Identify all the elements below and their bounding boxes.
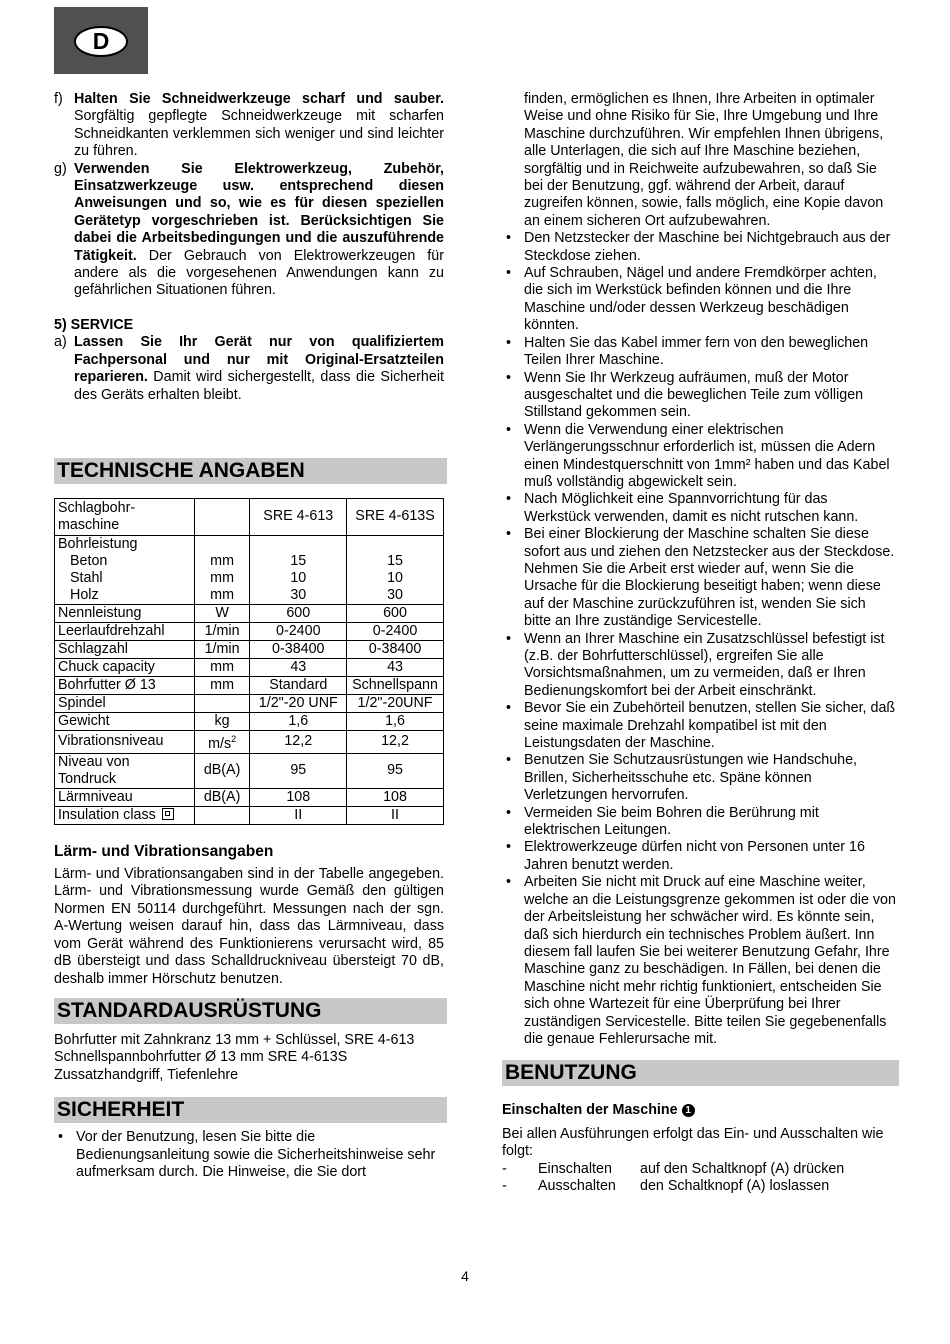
standard-line: Bohrfutter mit Zahnkranz 13 mm + Schlüssel, SRE 4-613 bbox=[54, 1031, 415, 1048]
row-sublabel: Holz bbox=[70, 586, 99, 603]
table-cell: 0-38400 bbox=[347, 640, 444, 658]
table-cell: Schlagbohr-maschine bbox=[55, 498, 195, 535]
technical-data-heading: TECHNISCHE ANGABEN bbox=[54, 458, 447, 484]
table-cell: Vibrationsniveau bbox=[55, 730, 195, 753]
table-cell: 1/min bbox=[194, 640, 250, 658]
item-marker: f) bbox=[54, 91, 63, 107]
instruction-bold: Verwenden Sie Elektrowerkzeug, Zubehör, Einsatzwerkzeuge usw. entsprechend diesen Anweisungen und so, wie es für diesen speziellen Gerätetyp vorgeschrieben ist. Berücksichtigen Sie dabei die Arbeitsbedingungen und die auszuführende Tätigkeit. bbox=[74, 160, 444, 264]
unit: mm bbox=[210, 569, 234, 586]
instruction-bold: Halten Sie Schneidwerkzeuge scharf und sauber. bbox=[74, 91, 444, 107]
table-cell bbox=[194, 694, 250, 712]
table-cell: 95 bbox=[250, 753, 347, 788]
switch-text: Bei allen Ausführungen erfolgt das Ein- und Ausschalten wie folgt: bbox=[502, 1125, 884, 1160]
table-cell bbox=[250, 535, 347, 604]
unit-exponent: 2 bbox=[231, 733, 237, 744]
value: 30 bbox=[290, 586, 307, 603]
table-row bbox=[55, 658, 444, 676]
list-item: • Wenn die Verwendung einer elektrischen Verlängerungsschnur erforderlich ist, müssen die Adern einen Mindestquerschnitt von 1mm² haben und das Kabel muß vollständig abgewickelt sein. bbox=[502, 422, 896, 492]
switch-heading-text: Einschalten der Maschine bbox=[502, 1102, 678, 1119]
table-row bbox=[55, 730, 444, 753]
item-marker: a) bbox=[54, 334, 67, 351]
instruction-g bbox=[54, 161, 444, 300]
list-item: • Arbeiten Sie nicht mit Druck auf eine Maschine weiter, welche an die Leistungsgrenze gekommen ist oder die von der Arbeitsleistung her schwächer wird. Es könnte sein, daß sich hierdurch ein technisches Problem äußert. Inn diesem fall laufen Sie bei weiterer Benutzung Gefahr, Ihre Maschine ganz zu beschädigen. In Fällen, bei denen die Maschine nicht mehr richtig funktioniert, entscheiden Sie sich ohne Wartezeit für eine Überprüfung bei Ihrer zuständigen Servicestelle. Bitte teilen Sie gegebenenfalls die genaue Fehlerursache mit. bbox=[502, 874, 896, 1048]
figure-reference-icon: 1 bbox=[682, 1104, 695, 1117]
row-sublabel: Beton bbox=[70, 552, 108, 569]
unit: mm bbox=[210, 552, 234, 569]
step-description: den Schaltknopf (A) loslassen bbox=[640, 1177, 830, 1194]
table-cell bbox=[55, 806, 195, 824]
table-cell: Leerlaufdrehzahl bbox=[55, 622, 195, 640]
specifications-table bbox=[54, 498, 444, 825]
left-column bbox=[54, 91, 444, 1181]
usage-heading: BENUTZUNG bbox=[502, 1060, 899, 1086]
list-item: • Auf Schrauben, Nägel und andere Fremdkörper achten, die sich im Werkstück befinden können und die Ihre Maschine und/oder dessen Werkzeug beschädigen könnten. bbox=[502, 265, 896, 335]
page-number: 4 bbox=[461, 1268, 469, 1284]
standard-line: Zussatzhandgriff, Tiefenlehre bbox=[54, 1066, 239, 1083]
table-row bbox=[55, 712, 444, 730]
standard-equipment-heading: STANDARDAUSRÜSTUNG bbox=[54, 998, 447, 1024]
table-row bbox=[55, 640, 444, 658]
table-cell: II bbox=[347, 806, 444, 824]
noise-vibration-text: Lärm- und Vibrationsangaben sind in der Tabelle angegeben. Lärm- und Vibrationsmessung wurde Gemäß den gültigen Normen EN 50114 durchgeführt. Messungen nach der sgn. A-Wertung weisen darauf hin, dass das Lärmniveau, dass vom Gerät während des Funktionierens verursacht wird, 85 dB übersteigt und dass Schalldruckniveau übersteigt 70 dB, deshalb immer Hörschutz benutzen. bbox=[54, 866, 444, 987]
instruction-text: Sorgfältig gepflegte Schneidwerkzeuge mit scharfen Schneidkanten verklemmen sich weniger und sind leichter zu führen. bbox=[74, 108, 444, 160]
table-row bbox=[55, 788, 444, 806]
list-item: • Bei einer Blockierung der Maschine schalten Sie diese sofort aus und ziehen den Netzstecker aus der Steckdose. Nehmen Sie die Arbeit erst wieder auf, wenn Sie die Ursache für die Blockierung beseitigt haben; wenn diese auf der Maschine zurückzuführen ist, wenden Sie sich bitte an Ihre zuständige Servicestelle. bbox=[502, 526, 896, 630]
table-cell: kg bbox=[194, 712, 250, 730]
service-heading: 5) SERVICE bbox=[54, 316, 134, 333]
step-row bbox=[502, 1178, 896, 1195]
table-cell: 1/min bbox=[194, 622, 250, 640]
table-row bbox=[55, 694, 444, 712]
row-label: Bohrleistung bbox=[58, 535, 138, 552]
switch-on-heading bbox=[502, 1102, 896, 1119]
table-cell: Bohrfutter Ø 13 bbox=[55, 676, 195, 694]
table-row bbox=[55, 604, 444, 622]
table-cell: Schlagzahl bbox=[55, 640, 195, 658]
table-row bbox=[55, 535, 444, 604]
value: 30 bbox=[387, 586, 403, 603]
table-cell bbox=[194, 535, 250, 604]
instruction-service-a bbox=[54, 334, 444, 404]
table-cell bbox=[194, 806, 250, 824]
table-row bbox=[55, 753, 444, 788]
list-item: • Bevor Sie ein Zubehörteil benutzen, stellen Sie sicher, daß seine maximale Drehzahl kompatibel ist mit den Leistungsdaten der Maschine. bbox=[502, 700, 896, 752]
right-column bbox=[502, 91, 896, 1195]
unit: m/s bbox=[208, 735, 232, 752]
double-insulation-icon bbox=[162, 808, 174, 820]
noise-vibration-heading: Lärm- und Vibrationsangaben bbox=[54, 842, 274, 860]
table-cell: 1,6 bbox=[250, 712, 347, 730]
step-dash: - bbox=[502, 1177, 507, 1194]
table-cell: 0-38400 bbox=[250, 640, 347, 658]
step-action: Einschalten bbox=[538, 1160, 612, 1177]
table-cell: 12,2 bbox=[347, 730, 444, 753]
table-row bbox=[55, 622, 444, 640]
table-cell: Lärmniveau bbox=[55, 788, 195, 806]
table-cell: 108 bbox=[250, 788, 347, 806]
table-row bbox=[55, 676, 444, 694]
table-cell: 0-2400 bbox=[347, 622, 444, 640]
step-row bbox=[502, 1161, 896, 1178]
list-item: • Den Netzstecker der Maschine bei Nichtgebrauch aus der Steckdose ziehen. bbox=[502, 230, 896, 265]
table-cell: Spindel bbox=[55, 694, 195, 712]
safety-list bbox=[54, 1129, 444, 1181]
table-cell: Standard bbox=[250, 676, 347, 694]
table-cell: mm bbox=[194, 658, 250, 676]
table-cell: Gewicht bbox=[55, 712, 195, 730]
table-cell bbox=[194, 498, 250, 535]
safety-heading: SICHERHEIT bbox=[54, 1097, 447, 1123]
step-description: auf den Schaltknopf (A) drücken bbox=[640, 1160, 845, 1177]
row-label: Insulation class bbox=[58, 806, 156, 823]
table-cell bbox=[55, 535, 195, 604]
instruction-f bbox=[54, 91, 444, 161]
table-cell: dB(A) bbox=[194, 788, 250, 806]
table-cell: W bbox=[194, 604, 250, 622]
instruction-text: Damit wird sichergestellt, dass die Sicherheit des Geräts erhalten bleibt. bbox=[74, 369, 444, 403]
step-action: Ausschalten bbox=[538, 1177, 616, 1194]
step-dash: - bbox=[502, 1160, 507, 1177]
language-badge bbox=[54, 7, 148, 74]
table-cell: 43 bbox=[250, 658, 347, 676]
table-cell: 1/2"-20UNF bbox=[347, 694, 444, 712]
table-cell: II bbox=[250, 806, 347, 824]
value: 15 bbox=[290, 552, 307, 569]
table-cell: 108 bbox=[347, 788, 444, 806]
list-item: • Wenn Sie Ihr Werkzeug aufräumen, muß der Motor ausgeschaltet und die beweglichen Teile zum völligen Stillstand gekommen sein. bbox=[502, 370, 896, 422]
table-cell: SRE 4-613 bbox=[250, 498, 347, 535]
table-cell: Schnellspann bbox=[347, 676, 444, 694]
table-cell: dB(A) bbox=[194, 753, 250, 788]
value: 10 bbox=[290, 569, 307, 586]
list-item: • Vor der Benutzung, lesen Sie bitte die Bedienungsanleitung sowie die Sicherheitshinweise sehr aufmerksam durch. Die Hinweise, die Sie dort bbox=[54, 1129, 444, 1181]
table-cell: 43 bbox=[347, 658, 444, 676]
row-sublabel: Stahl bbox=[70, 569, 103, 586]
table-cell: 600 bbox=[250, 604, 347, 622]
safety-bullet-list bbox=[502, 230, 896, 1048]
instruction-bold: Lassen Sie Ihr Gerät nur von qualifiziertem Fachpersonal und nur mit Original-Ersatzteilen reparieren. bbox=[74, 334, 444, 386]
table-header-row bbox=[55, 498, 444, 535]
table-cell: Chuck capacity bbox=[55, 658, 195, 676]
table-cell: 12,2 bbox=[250, 730, 347, 753]
table-cell bbox=[194, 730, 250, 753]
table-cell: SRE 4-613S bbox=[347, 498, 444, 535]
table-cell: 1/2"-20 UNF bbox=[250, 694, 347, 712]
table-cell: 95 bbox=[347, 753, 444, 788]
table-cell: Nennleistung bbox=[55, 604, 195, 622]
table-cell: 600 bbox=[347, 604, 444, 622]
item-marker: g) bbox=[54, 160, 67, 177]
safety-continuation-text: finden, ermöglichen es Ihnen, Ihre Arbeiten in optimaler Weise und ohne Risiko für Sie, Ihre Umgebung und Ihre Maschine durchzuführen. Wir empfehlen Ihnen übrigens, alle Unterlagen, die sich auf Ihre Maschine beziehen, sorgfältig und in Reichweite aufzubewahren, so daß Sie bei der Benutzung, ggf. während der Arbeit, darauf zugreifen können, sowie, falls möglich, eine Kopie davon an einem sicheren Ort aufzubewahren. bbox=[524, 91, 884, 229]
instruction-text: Der Gebrauch von Elektrowerkzeugen für andere als die vorgesehenen Anwendungen kann zu gefährlichen Situationen führen. bbox=[74, 247, 444, 299]
list-item: • Halten Sie das Kabel immer fern von den beweglichen Teilen Ihrer Maschine. bbox=[502, 335, 896, 370]
unit: mm bbox=[210, 586, 234, 603]
list-item: • Nach Möglichkeit eine Spannvorrichtung für das Werkstück verwenden, damit es nicht rutschen kann. bbox=[502, 491, 896, 526]
table-cell: 1,6 bbox=[347, 712, 444, 730]
table-cell: 0-2400 bbox=[250, 622, 347, 640]
value: 10 bbox=[387, 569, 403, 586]
list-item: • Wenn an Ihrer Maschine ein Zusatzschlüssel befestigt ist (z.B. der Bohrfutterschlüssel), ergreifen Sie alle Vorsichtsmaßnahmen, um zu vermeiden, daß er Ihren Bedienungskomfort bei der Arbeit einschränkt. bbox=[502, 631, 896, 701]
language-label: D bbox=[74, 26, 128, 57]
table-cell bbox=[347, 535, 444, 604]
table-cell: Niveau von Tondruck bbox=[55, 753, 195, 788]
list-item: • Vermeiden Sie beim Bohren die Berührung mit elektrischen Leitungen. bbox=[502, 805, 896, 840]
list-item: • Benutzen Sie Schutzausrüstungen wie Handschuhe, Brillen, Sicherheitsschuhe etc. Späne können Verletzungen hervorrufen. bbox=[502, 752, 896, 804]
table-row bbox=[55, 806, 444, 824]
list-item: • Elektrowerkzeuge dürfen nicht von Personen unter 16 Jahren benutzt werden. bbox=[502, 839, 896, 874]
table-cell: mm bbox=[194, 676, 250, 694]
value: 15 bbox=[387, 552, 403, 569]
standard-line: Schnellspannbohrfutter Ø 13 mm SRE 4-613S bbox=[54, 1049, 348, 1066]
